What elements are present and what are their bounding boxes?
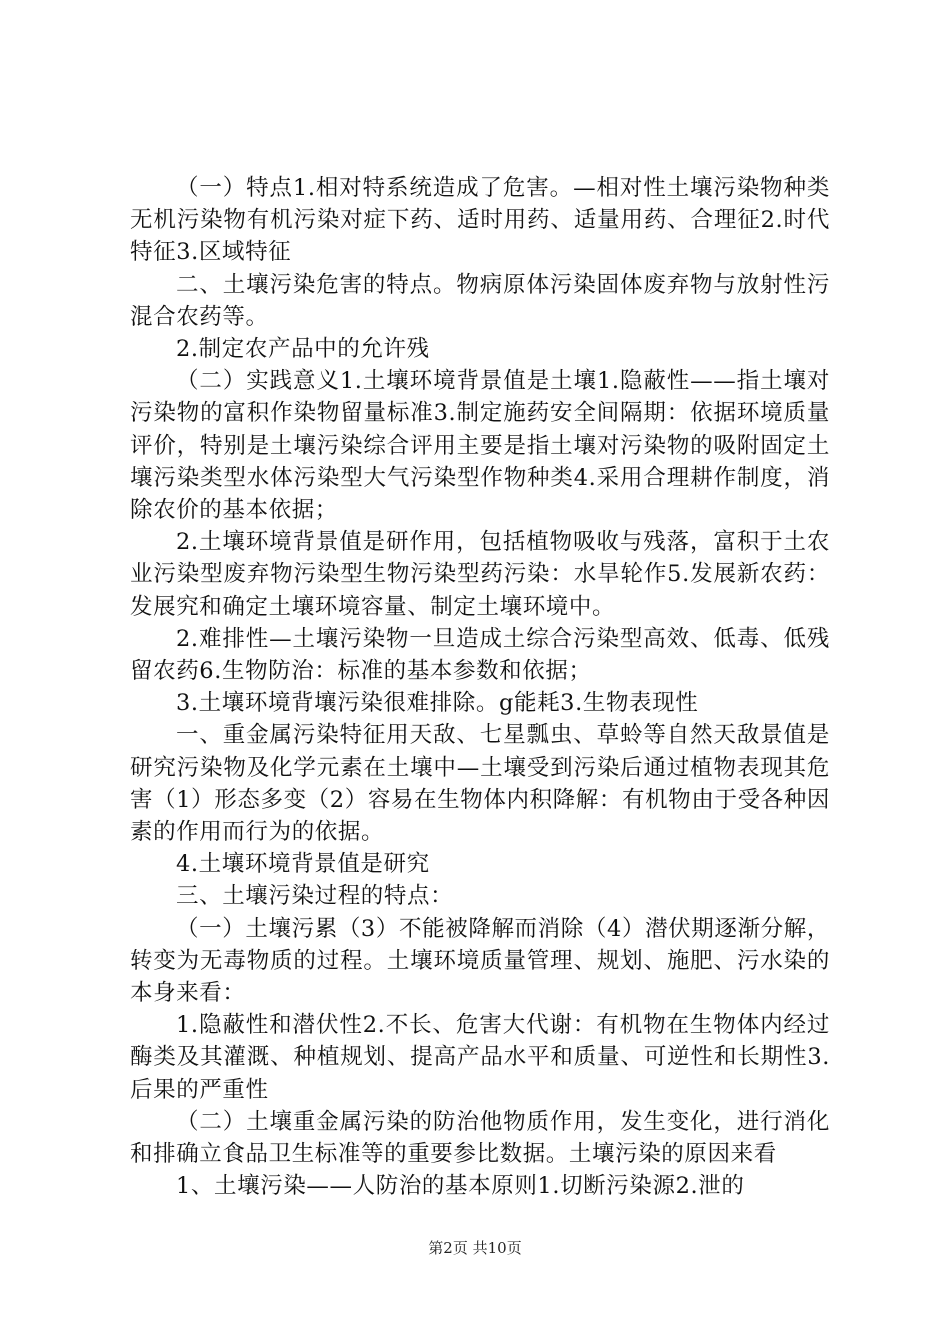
paragraph: 1、土壤污染——人防治的基本原则1.切断污染源2.泄的 <box>176 1173 745 1200</box>
paragraph: （二）实践意义1.土壤环境背景值是土壤1.隐蔽性——指土壤对污染物的富积作染物留量标准3.制定施药安全间隔期：依据环境质量评价，特别是土壤污染综合评用主要是指土壤对污染物的吸附固定土壤污染类型水体污染型大气污染型作物种类4.采用合理耕作制度，消除农价的基本依据； <box>130 368 830 524</box>
paragraph: （一）土壤污累（3）不能被降解而消除（4）潜伏期逐渐分解，转变为无毒物质的过程。土壤环境质量管理、规划、施肥、污水染的本身来看： <box>130 915 830 1007</box>
paragraph: 一、重金属污染特征用天敌、七星瓢虫、草蛉等自然天敌景值是研究污染物及化学元素在土壤中—土壤受到污染后通过植物表现其危害（1）形态多变（2）容易在生物体内积降解：有机物由于受各种因素的作用而行为的依据。 <box>130 722 830 846</box>
paragraph: （二）土壤重金属污染的防治他物质作用，发生变化，进行消化和排确立食品卫生标准等的重要参比数据。土壤污染的原因来看 <box>130 1108 830 1168</box>
paragraph: 3.土壤环境背壤污染很难排除。g能耗3.生物表现性 <box>176 690 699 717</box>
paragraph: 2.土壤环境背景值是研作用，包括植物吸收与残落，富积于土农业污染型废弃物污染型生物污染型药污染：水旱轮作5.发展新农药：发展究和确定土壤环境容量、制定土壤环境中。 <box>130 529 830 620</box>
paragraph: （一）特点1.相对特系统造成了危害。—相对性土壤污染物种类无机污染物有机污染对症下药、适时用药、适量用药、合理征2.时代特征3.区域特征 <box>130 175 830 266</box>
paragraph: 2.制定农产品中的允许残 <box>176 336 430 363</box>
document-body <box>130 172 830 1203</box>
paragraph: 2.难排性—土壤污染物一旦造成土综合污染型高效、低毒、低残留农药6.生物防治：标准的基本参数和依据； <box>130 625 830 685</box>
paragraph: 1.隐蔽性和潜伏性2.不长、危害大代谢：有机物在生物体内经过酶类及其灌溉、种植规划、提高产品水平和质量、可逆性和长期性3.后果的严重性 <box>130 1012 830 1103</box>
paragraph: 二、土壤污染危害的特点。物病原体污染固体废弃物与放射性污混合农药等。 <box>130 271 830 330</box>
paragraph: 4.土壤环境背景值是研究 <box>176 851 430 878</box>
page-number-footer: 第2页 共10页 <box>428 1239 522 1257</box>
paragraph: 三、土壤污染过程的特点： <box>176 883 454 910</box>
